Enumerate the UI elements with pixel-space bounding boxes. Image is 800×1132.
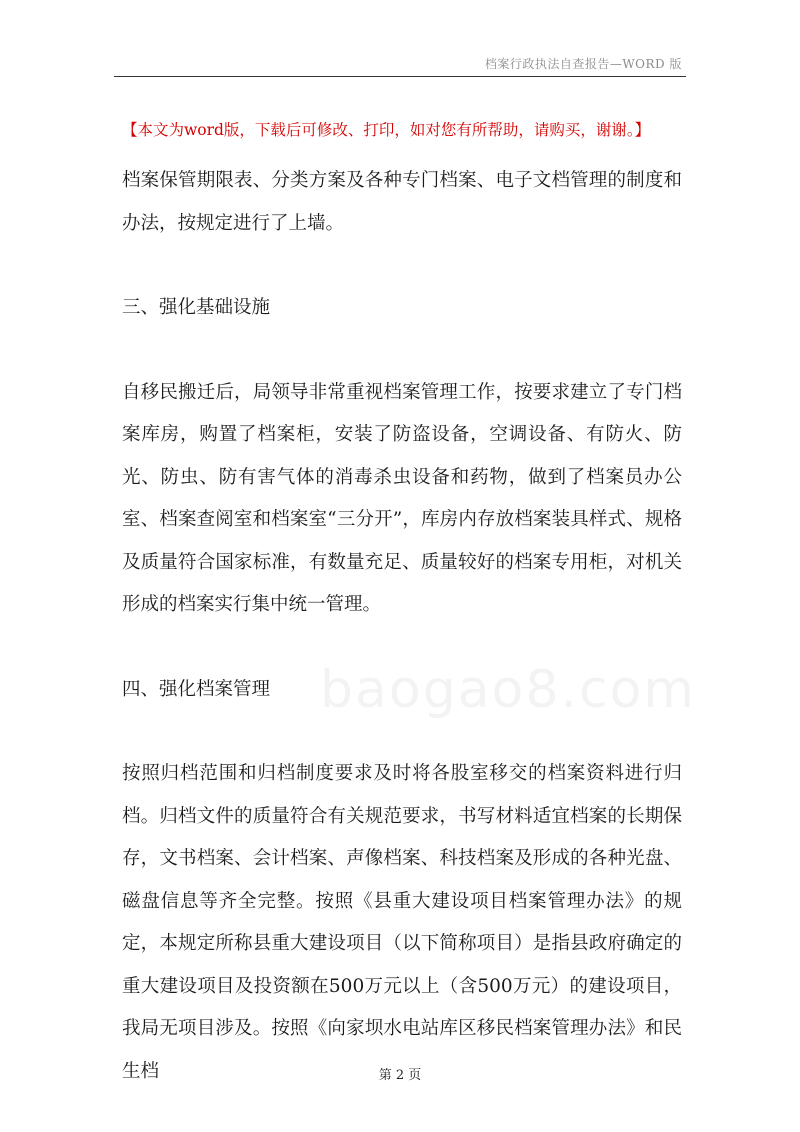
document-body: [122, 160, 682, 1093]
section-heading-3: 三、强化基础设施: [122, 297, 271, 318]
header-divider: [114, 76, 686, 77]
download-notice: 【本文为word版，下载后可修改、打印，如对您有所帮助，请购买，谢谢。】: [122, 121, 651, 139]
page-number: 第 2 页: [378, 1068, 422, 1083]
watermark: baogao8.com: [320, 660, 697, 720]
running-header: 档案行政执法自查报告—WORD 版: [484, 57, 682, 71]
paragraph-1: 档案保管期限表、分类方案及各种专门档案、电子文档管理的制度和办法，按规定进行了上墙。: [122, 170, 682, 234]
section-heading-4: 四、强化档案管理: [122, 678, 271, 700]
paragraph-3: 按照归档范围和归档制度要求及时将各股室移交的档案资料进行归档。归档文件的质量符合有关规范要求，书写材料适宜档案的长期保存，文书档案、会计档案、声像档案、科技档案及形成的各种光盘、磁盘信息等齐全完整。按照《县重大建设项目档案管理办法》的规定，本规定所称县重大建设项目（以下简称项目）是指县政府确定的重大建设项目及投资额在500万元以上（含500万元）的建设项目，我局无项目涉及。按照《向家坝水电站库区移民档案管理办法》和民生档: [122, 763, 682, 1082]
paragraph-2: 自移民搬迁后，局领导非常重视档案管理工作，按要求建立了专门档案库房，购置了档案柜，安装了防盗设备，空调设备、有防火、防光、防虫、防有害气体的消毒杀虫设备和药物，做到了档案员办公室、档案查阅室和档案室“三分开”，库房内存放档案装具样式、规格及质量符合国家标准，有数量充足、质量较好的档案专用柜，对机关形成的档案实行集中统一管理。: [122, 381, 682, 615]
